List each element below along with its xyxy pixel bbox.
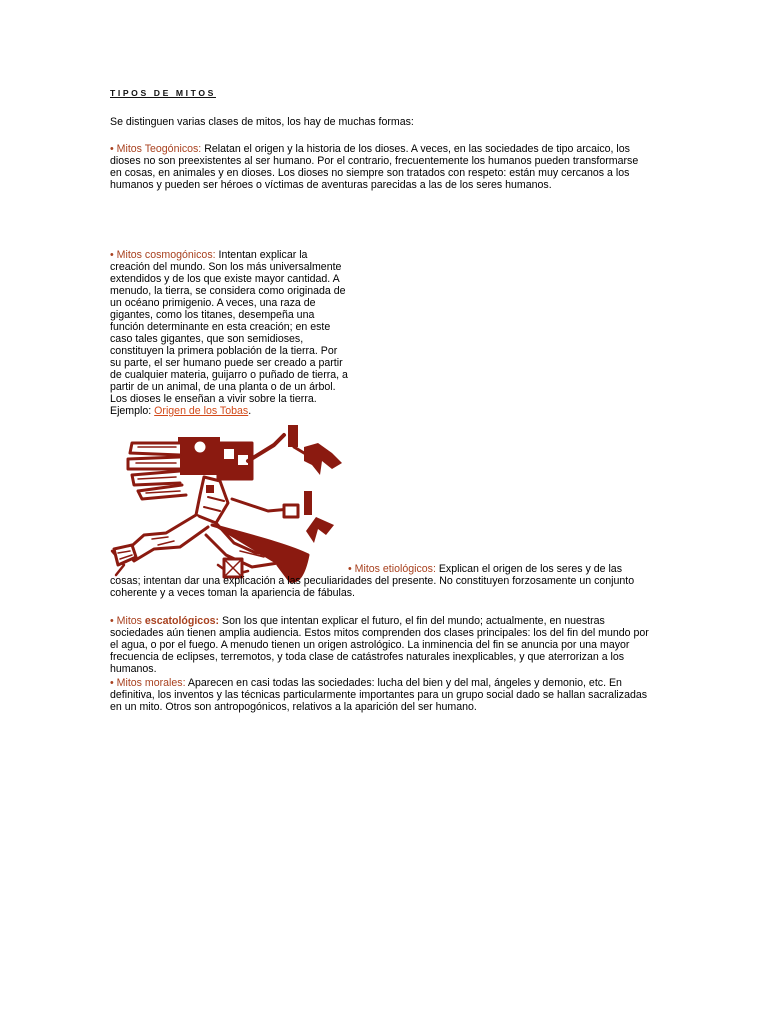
section-text: Relatan el origen y la historia de los dioses. A veces, en las sociedades de tipo arcaico, los dioses no son preexistentes al ser humano. Por el contrario, frecuentemente los humanos pueden transformarse en cosas, en animales y en dioses. Los dioses no siempre son tratados con respeto: están muy cercanos a los humanos y pueden ser héroes o víctimas de aventuras parecidas a las de los seres humanos.	[110, 143, 639, 191]
section-teogonicos	[110, 143, 650, 191]
section-text: Intentan explicar la creación del mundo. Son los más universalmente extendidos y de los que existe mayor cantidad. A menudo, la tierra, se considera como originada de un océano primigenio. A veces, una raza de gigantes, como los titanes, desempeña una función determinante en esta creación; en este caso tales gigantes, que son semidioses, constituyen la primera población de la tierra. Por su parte, el ser humano puede ser creado a partir de cualquier materia, guijarro o puñado de tierra, a partir de un animal, de una planta o de un árbol. Los dioses le enseñan a vivir sobre la tierra. Ejemplo:	[110, 249, 348, 417]
section-text: Son los que intentan explicar el futuro, el fin del mundo; actualmente, en nuestras sociedades aún tienen amplia audiencia. Estos mitos comprenden dos clases principales: los del fin del mundo por el agua, o por el fuego. A menudo tienen un origen astrológico. La inminencia del fin se anuncia por una mayor frecuencia de eclipses, terremotos, y toda clase de catástrofes naturales inexplicables, y que aterrorizan a los humanos.	[110, 615, 649, 675]
section-label: • Mitos morales:	[110, 677, 186, 689]
origen-tobas-link[interactable]: Origen de los Tobas	[154, 405, 249, 417]
aztec-codex-figure-illustration	[108, 425, 352, 585]
page-title: TIPOS DE MITOS	[110, 88, 216, 98]
section-text: Explican el origen de los seres y de las cosas; intentan dar una explicación a las peculiaridades del presente. No constituyen forzosamente un conjunto coherente y a veces toman la apariencia de fábulas.	[110, 563, 635, 599]
section-label-prefix: • Mitos	[110, 615, 145, 627]
section-label: • Mitos cosmogónicos:	[110, 249, 216, 261]
section-etiologicos	[110, 563, 650, 599]
intro-paragraph: Se distinguen varias clases de mitos, los hay de muchas formas:	[110, 116, 414, 128]
section-morales	[110, 677, 650, 713]
indent-spacer	[110, 563, 348, 575]
section-label-bold: escatológicos:	[144, 615, 220, 627]
section-text: Aparecen en casi todas las sociedades: lucha del bien y del mal, ángeles y demonio, etc. En definitiva, los inventos y las técnicas particularmente importantes para un grupo social dado se hallan sacralizadas en un mito. Otros son antropogónicos, relativos a la aparición del ser humano.	[110, 677, 648, 713]
section-cosmogonicos	[110, 249, 350, 417]
section-escatologicos	[110, 615, 658, 675]
section-text-end: .	[248, 405, 252, 417]
section-label: • Mitos Teogónicos:	[110, 143, 202, 155]
section-label: • Mitos etiológicos:	[348, 563, 436, 575]
